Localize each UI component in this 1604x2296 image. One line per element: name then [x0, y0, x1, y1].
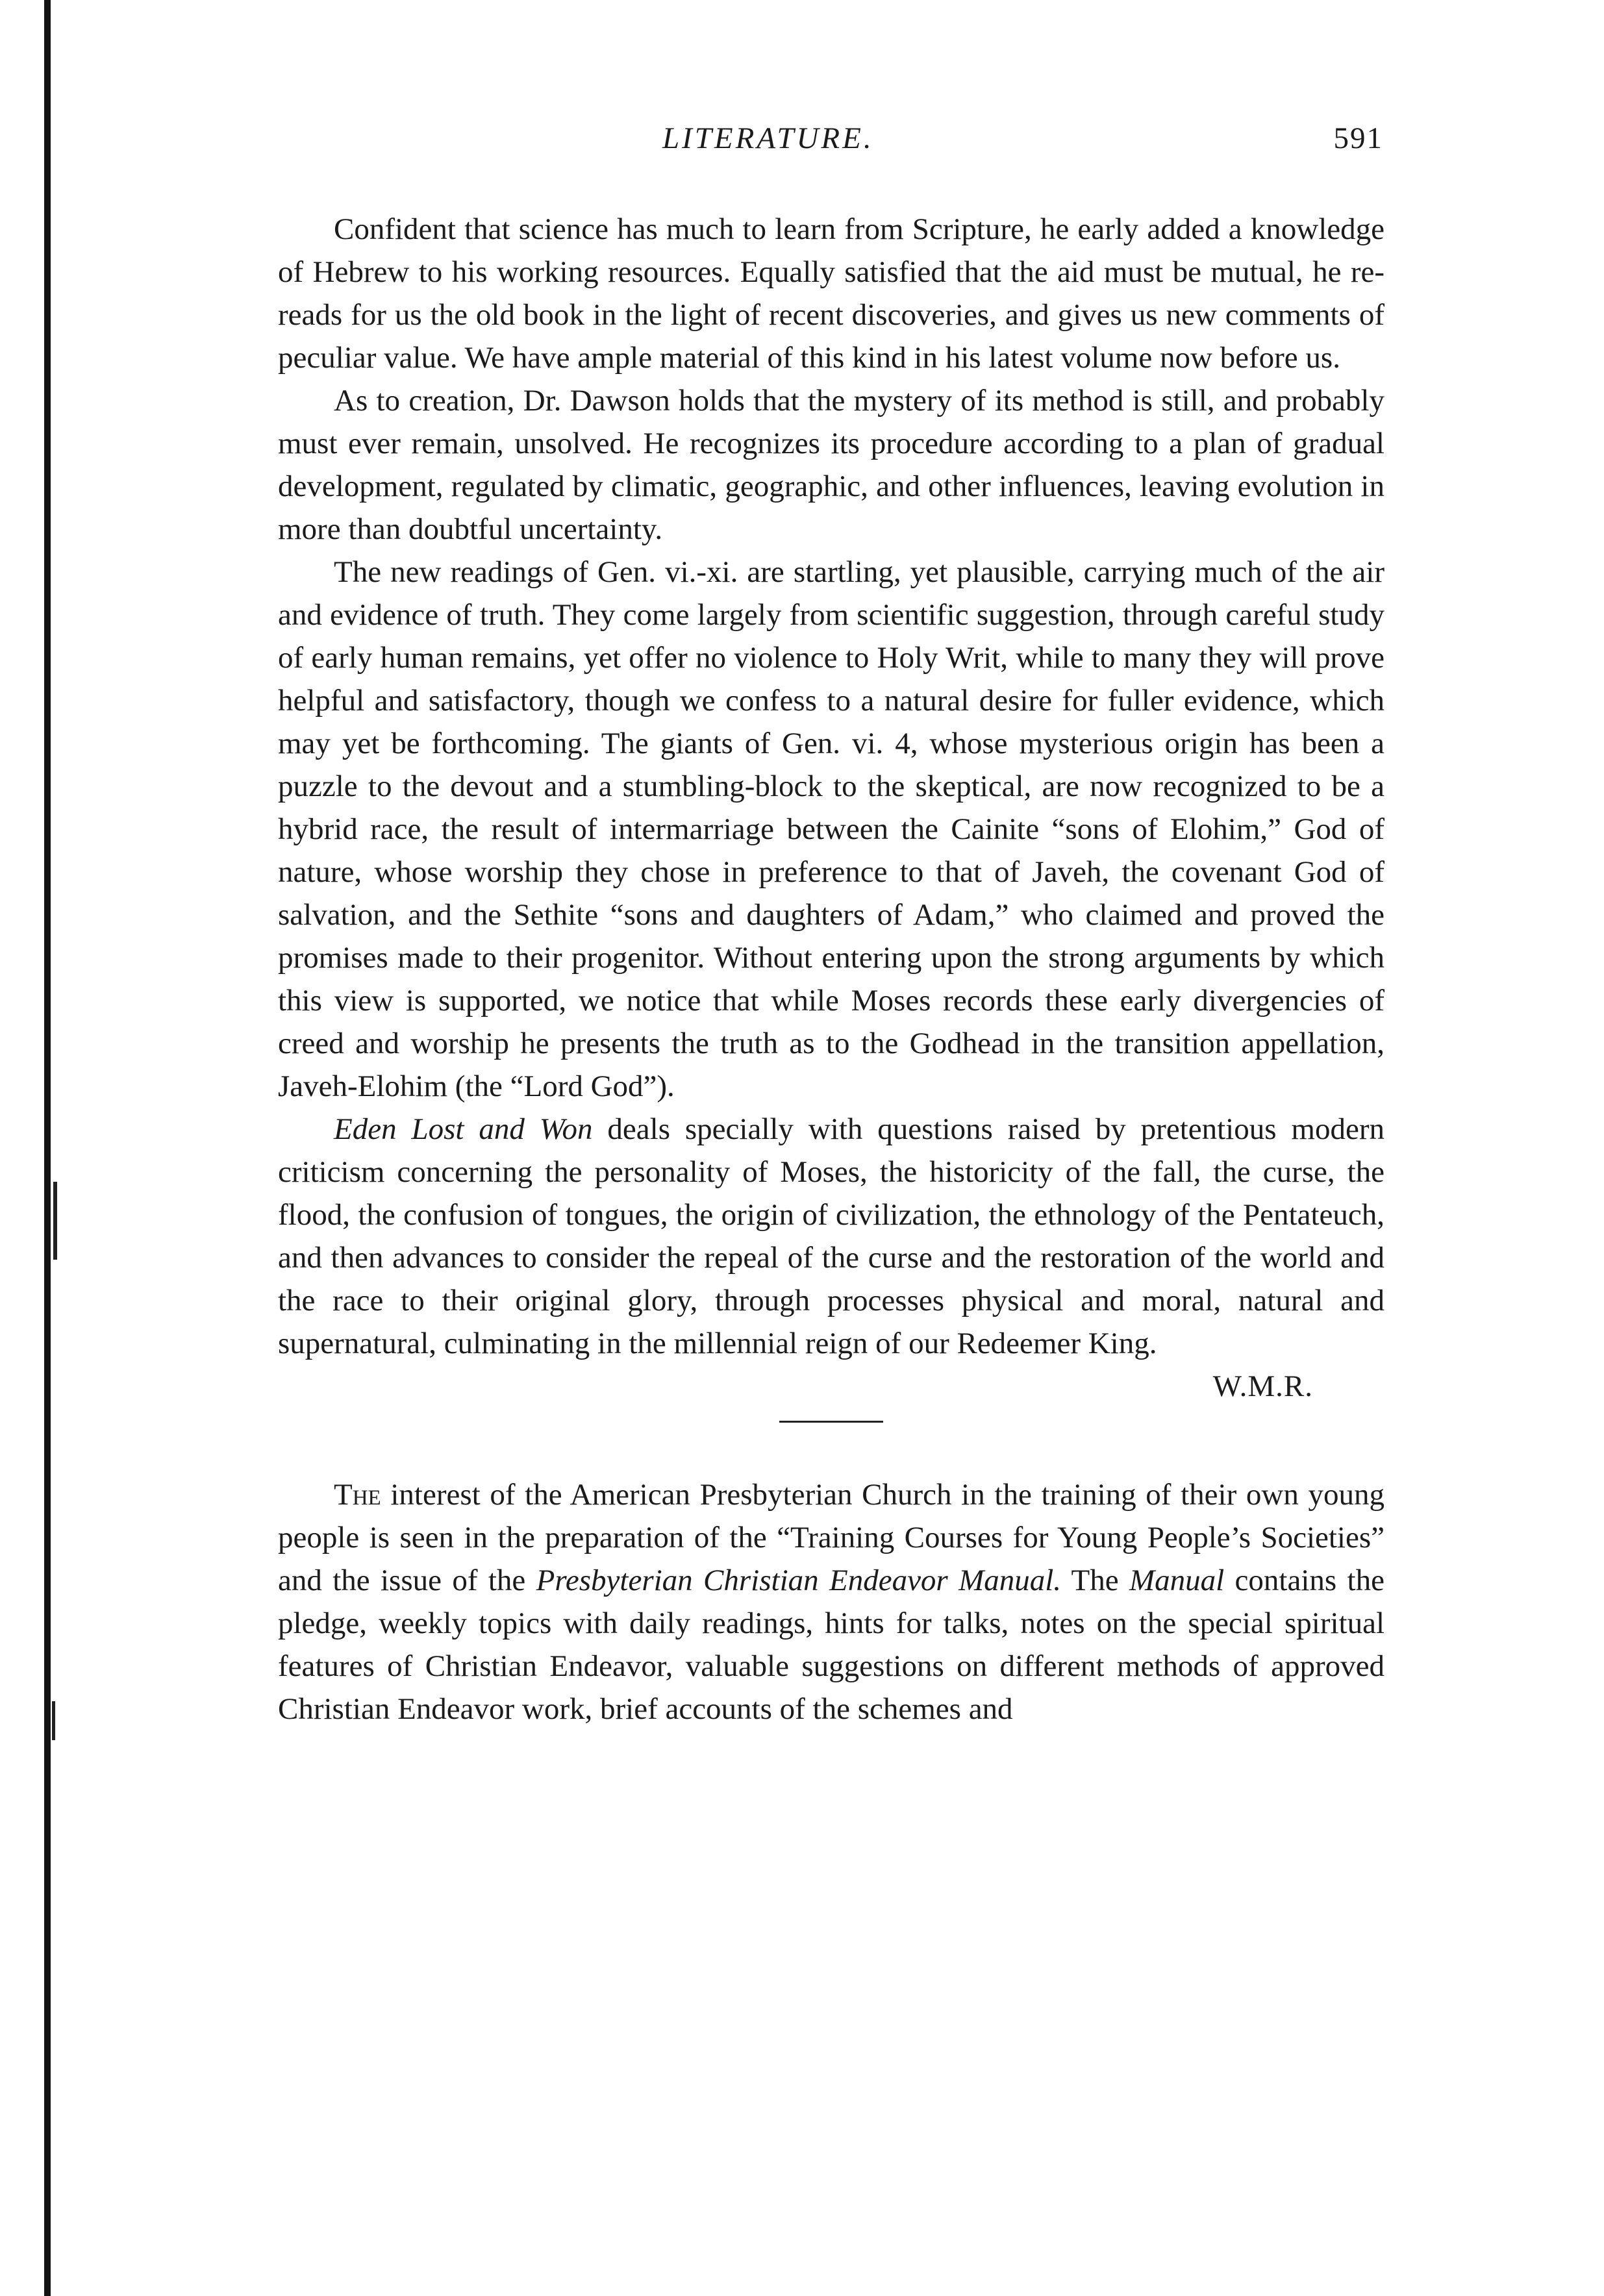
book-title: Manual: [1129, 1564, 1225, 1597]
running-head: [279, 121, 1383, 173]
paragraph: [278, 1473, 1385, 1730]
paragraph: Confident that science has much to learn from Scripture, he early added a knowledge of Hebrew to his working resources. Equally satisfied that the aid must be mutual, he re-reads for us the old book in the light of recent discoveries, and gives us new comments of peculiar value. We have ample material of this kind in his latest volume now before us.: [278, 212, 1385, 375]
paragraph: As to creation, Dr. Dawson holds that the mystery of its method is still, and probably must ever remain, unsolved. He recognizes its procedure according to a plan of gradual development, regulated by climatic, geographic, and other influences, leaving evolution in more than doubtful uncertainty.: [278, 384, 1385, 546]
paragraph: The new readings of Gen. vi.-xi. are startling, yet plausible, carrying much of the air and evidence of truth. They come largely from scientific suggestion, through careful study of early human remains, yet offer no violence to Holy Writ, while to many they will prove helpful and satisfactory, though we confess to a natural desire for fuller evidence, which may yet be forthcoming. The giants of Gen. vi. 4, whose mysterious origin has been a puzzle to the devout and a stumbling-block to the skeptical, are now recognized to be a hybrid race, the result of intermarriage between the Cainite “sons of Elohim,” God of nature, whose worship they chose in preference to that of Javeh, the covenant God of salvation, and the Sethite “sons and daughters of Adam,” who claimed and proved the promises made to their progenitor. Without entering upon the strong arguments by which this view is supported, we notice that while Moses records these early divergencies of creed and worship he presents the truth as to the Godhead in the transition appellation, Javeh-Elohim (the “Lord God”).: [278, 555, 1385, 1103]
article-body: [278, 208, 1385, 1730]
paragraph: [278, 1108, 1385, 1365]
section-divider: [779, 1421, 883, 1423]
page-number: 591: [1333, 121, 1383, 155]
paragraph-text: interest of the American Presbyterian Church in the training of their own young people is seen in the preparation of the “Training Courses for Young People’s Societies” and the issue of the: [278, 1478, 1385, 1597]
book-title: Eden Lost and Won: [334, 1112, 593, 1146]
binding-speck: [53, 1182, 57, 1260]
book-title: Presbyterian Christian Endeavor Manual.: [536, 1564, 1062, 1597]
paragraph-text: deals specially with questions raised by pretentious modern criticism concerning the personality of Moses, the historicity of the fall, the curse, the flood, the confusion of tongues, the origin of civilization, the ethnology of the Pentateuch, and then advances to consider the repeal of the curse and the restoration of the world and the race to their original glory, through processes physical and moral, natural and supernatural, culminating in the millennial reign of our Redeemer King.: [278, 1112, 1385, 1360]
lead-word: The: [334, 1478, 381, 1512]
running-head-title: LITERATURE.: [662, 121, 874, 155]
page-binding-edge: [44, 0, 51, 2296]
binding-speck: [52, 1701, 55, 1740]
paragraph-text: contains the pledge, weekly topics with daily readings, hints for talks, notes on the special spiritual features of Christian Endeavor, valuable suggestions on different methods of approved Christian Endeavor work, brief accounts of the schemes and: [278, 1564, 1385, 1726]
author-signature: W.M.R.: [1212, 1369, 1313, 1403]
paragraph-text: The: [1061, 1564, 1129, 1597]
